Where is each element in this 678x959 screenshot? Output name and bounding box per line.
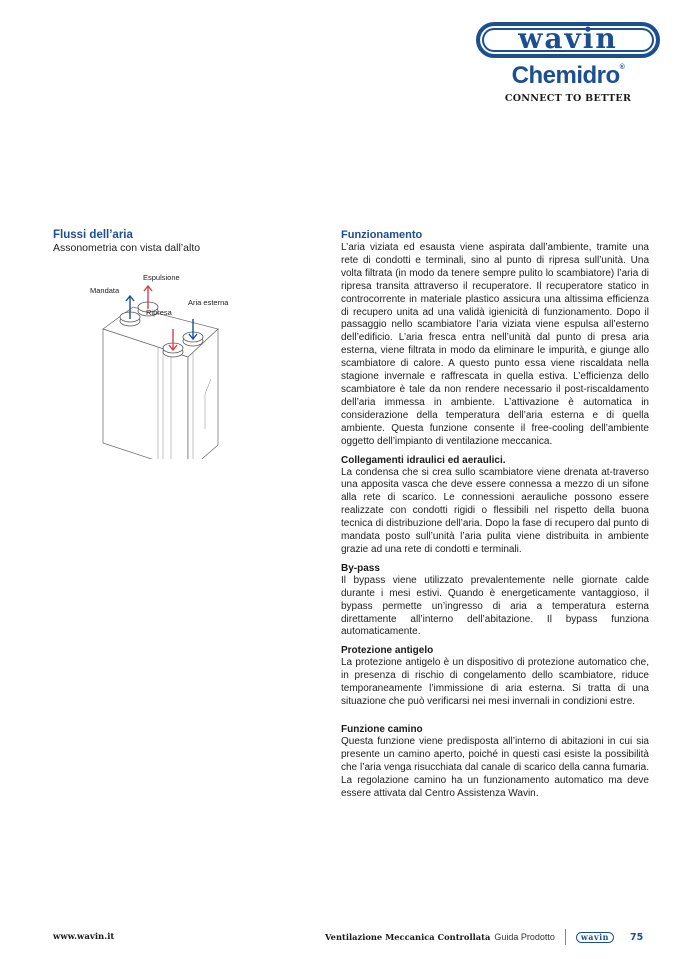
label-mandata: Mandata — [90, 286, 120, 295]
section-title: Funzionamento — [341, 229, 423, 241]
section-body: Questa funzione viene predisposta all’interno di abitazioni in cui sia presente un camino aperto, poiché in questi casi esiste la possibilità che l’aria venga risucchiata dal canale di scarico della canna fumaria. La regolazione camino ha un funzionamento automatico ma deve essere attivata dal Centro Assistenza Wavin. — [341, 736, 649, 799]
spacer — [341, 715, 649, 724]
air-flow-title: Flussi dell’aria — [53, 229, 133, 241]
section-title: Protezione antigelo — [341, 645, 434, 657]
page-number: 75 — [629, 931, 644, 943]
section-body: La condensa che si crea sullo scambiatore viene drenata at-traverso una apposita vasca che deve essere connessa a mezzo di un sifone alla rete di scarico. Le connessioni aerauliche possono essere realizzate con condotti rigidi o flessibili nel rispetto della buona tecnica di distribuzione dell’aria. Dopo la fase di recupero dal punto di mandata posto sull’unità l’aria pulita viene distribuita in ambiente grazie ad una rete di condotti e terminali. — [341, 466, 649, 555]
brand-logo-block — [472, 22, 664, 104]
tagline: CONNECT TO BETTER — [504, 93, 632, 104]
footer-doc-subtitle: Guida Prodotto — [494, 932, 555, 942]
footer-doc-title: Ventilazione Meccanica Controllata — [325, 932, 491, 942]
footer-wavin-logo: wavin — [576, 932, 614, 943]
section-protezione-antigelo — [341, 645, 649, 709]
air-flow-subtitle: Assonometria con vista dall’alto — [53, 242, 201, 254]
air-flow-panel — [53, 229, 273, 317]
section-bypass — [341, 563, 649, 640]
label-espulsione: Espulsione — [143, 273, 180, 282]
section-collegamenti — [341, 455, 649, 557]
label-aria-esterna: Aria esterna — [188, 298, 229, 307]
footer-info — [325, 928, 643, 946]
footer-divider — [565, 929, 566, 945]
section-title: Collegamenti idraulici ed aeraulici. — [341, 454, 506, 466]
wavin-logo-text: wavin — [518, 22, 618, 55]
wavin-logo — [476, 22, 660, 58]
registered-mark: ® — [619, 64, 625, 71]
section-title: Funzione camino — [341, 724, 423, 735]
section-funzione-camino — [341, 724, 649, 801]
section-funzionamento — [341, 229, 649, 449]
section-body: L’aria viziata ed esausta viene aspirata dall’ambiente, tramite una rete di condotti e terminali, sino al punto di ripresa sull’unità. Una volta filtrata (in modo da tenere sempre pulito lo scambiatore) l’aria di ripresa transita attraverso il recuperatore. Il recuperatore statico in controcorrente in materiale plastico assicura una altissima efficienza di recupero unita ad una validà igienicità di funzionamento. Dopo il passaggio nello scambiatore l’aria viziata viene espulsa all’esterno dell’edificio. L’aria fresca entra nell’unità dal punto di presa aria esterna, viene filtrata in modo da eliminare le impurità, e giunge allo scambiatore di calore. A questo punto essa viene riscaldata nella stagione invernale e raffrescata in quella estiva. L’efficienza dello scambiatore è tale da non rendere necessario il post-riscaldamento dell’aria immessa in ambiente. L’attivazione è automatica in considerazione della temperatura dell’aria esterna e di quella ambiente. Questa funzione consente il free-cooling dell’ambiente oggetto dell’impianto di ventilazione meccanica. — [341, 242, 649, 447]
chemidro-logo-text: Chemidro — [511, 62, 620, 89]
section-body: La protezione antigelo è un dispositivo di protezione automatico che, in presenza di rischio di congelamento dello scambiatore, riduce temporaneamente l’immissione di aria esterna. Si tratta di una situazione che può verificarsi nei mesi invernali in condizioni estre. — [341, 657, 649, 708]
ventilation-unit-illustration — [93, 259, 283, 459]
section-title: By-pass — [341, 562, 380, 574]
content-column — [341, 229, 649, 807]
ventilation-unit-diagram — [90, 259, 283, 459]
section-body: Il bypass viene utilizzato prevalentemente nelle giornate calde durante i mesi estivi. Quando è energeticamente vantaggioso, il bypass permette un’ingresso di aria a temperatura esterna direttamente all’interno dell’abitazione. Il bypass funziona automaticamente. — [341, 574, 649, 638]
chemidro-logo — [472, 64, 664, 88]
label-ripresa: Ripresa — [146, 308, 172, 317]
footer-website-link[interactable]: www.wavin.it — [53, 932, 115, 942]
